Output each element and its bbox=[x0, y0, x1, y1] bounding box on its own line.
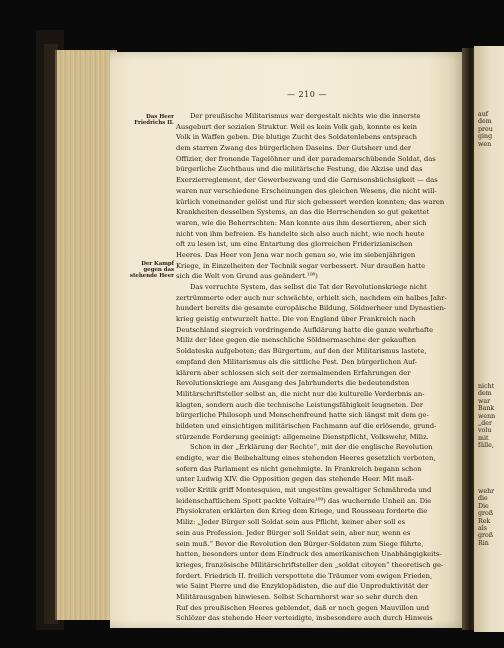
text-line: Militärschriftsteller selbst an, die nicht nur die kulturelle Verderbnis an- bbox=[176, 389, 425, 398]
text-line: Exerzierreglement, der Gewerbezwang und die Garnisonsbüchsigkeit — das bbox=[176, 176, 438, 185]
text-line: Schon in der „Erklärung der Rechte“, mit der die englische Revolution bbox=[190, 443, 433, 452]
text-line: krieges, französische Militärschriftsteller den „soldat citoyen“ theoretisch ge- bbox=[176, 560, 444, 569]
text-line: Volk in Waffen geben. Die blutige Zucht des Soldatenlebens entsprach bbox=[176, 133, 418, 142]
text-line: Deutschland siegreich vordringende Aufklärung hatte die ganze wehrhafte bbox=[176, 325, 434, 334]
facing-page-word: groß bbox=[478, 532, 494, 540]
text-line: sein aus Profession. Jeder Bürger soll Soldat sein, aber nur, wenn es bbox=[176, 528, 411, 537]
text-line: Militärausgaben hinwiesen. Selbst Scharnhorst war so sehr durch den bbox=[176, 592, 418, 601]
text-line: hundert bereits die gesamte europäische Bildung, Söldnerheer und Dynastien- bbox=[176, 304, 447, 313]
facing-page-text-lower bbox=[478, 488, 494, 547]
text-line: Revolutionskriege am Ausgang des Jahrhunderts die bedeutendsten bbox=[176, 379, 410, 388]
facing-page-word: die bbox=[478, 495, 488, 503]
text-line: bürgerliche Zuchthaus und die militärische Festung, die Akzise und das bbox=[176, 165, 423, 174]
facing-page-word: wen bbox=[478, 140, 492, 148]
text-line: stürzende Forderung geeinigt: allgemeine Dienstpflicht, Volkswehr, Miliz. bbox=[176, 432, 429, 441]
facing-page-word: Rek bbox=[478, 517, 491, 525]
text-line: waren, wie die Beherrschten: Man konnte aus ihm desertieren, aber sich bbox=[176, 218, 427, 227]
text-line: Soldateska aufgeboten; das Bürgertum, auf den der Militarismus lastete, bbox=[176, 347, 427, 356]
text-line: Ruf des preußischen Heeres geblendet, daß er noch gegen Mauvillon und bbox=[176, 603, 430, 612]
text-line: Offizier, der fronende Tagelöhner und der parademarschübende Soldat, das bbox=[176, 154, 436, 163]
facing-page-word: auf bbox=[478, 111, 489, 118]
text-line: Heeres. Das Heer von Jena war noch genau so, wie im siebenjährigen bbox=[176, 250, 416, 259]
page-stack-edge bbox=[55, 50, 117, 620]
text-line: Miliz der Idee gegen die menschliche Söldnermaschine der gekauften bbox=[176, 336, 416, 345]
text-line: Krankheiten desselben Systems, an das die Herrschenden so gut gekettet bbox=[176, 208, 430, 217]
facing-page-word: „der bbox=[478, 420, 493, 428]
facing-page-word: nicht bbox=[478, 383, 495, 390]
text-line: Ausgeburt der sozialen Struktur. Weil es kein Volk gab, konnte es kein bbox=[176, 122, 417, 131]
text-line: klärern aber schlossen sich seit der zermalmenden Erfahrungen der bbox=[176, 368, 411, 377]
facing-page-text-top bbox=[478, 111, 493, 148]
text-line: unter Ludwig XIV. die Opposition gegen das stehende Heer. Mit maß- bbox=[176, 475, 414, 484]
facing-page-word: Rin bbox=[478, 539, 489, 547]
text-line: Kriege, in Einzelheiten der Technik sogar verbessert. Nur draußen hatte bbox=[176, 261, 426, 270]
text-line: krieg geistig entwurzelt hatte. Die von England über Frankreich nach bbox=[176, 315, 416, 324]
text-line: Miliz: „Jeder Bürger soll Soldat sein aus Pflicht, keiner aber soll es bbox=[176, 518, 406, 527]
text-line: Schlözer das stehende Heer verteidigte, insbesondere auch durch Hinweis bbox=[176, 614, 433, 623]
text-line: hatten, besonders unter dem Eindruck des amerikanischen Unabhängigkeits- bbox=[176, 550, 442, 559]
text-line: Der preußische Militarismus war dergestalt nichts wie die innerste bbox=[190, 112, 421, 120]
facing-page-word: groß bbox=[478, 510, 494, 518]
facing-page-word: ging bbox=[478, 133, 493, 141]
text-line: voller Kritik griff Montesquieu, mit ungestüm gewaltiger Schmähreda und bbox=[176, 486, 432, 495]
body-text bbox=[176, 111, 461, 624]
text-line: klagten, sondern auch die technische Leistungsfähigkeit leugneten. Der bbox=[176, 400, 424, 409]
text-line: Das verruchte System, das selbst die Tat der Revolutionskriege nicht bbox=[190, 283, 427, 291]
text-line: nicht von ihm befreien. Es handelte sich also auch nicht, wie noch heute bbox=[176, 229, 425, 238]
text-line: waren nur verschiedene Erscheinungen des gleichen Wesens, die nicht will- bbox=[176, 186, 437, 195]
facing-page-word: dem bbox=[478, 390, 492, 398]
facing-page-word: war bbox=[478, 397, 491, 405]
text-line: sofern das Parlament es nicht genehmigte. In Frankreich begann schon bbox=[176, 464, 422, 473]
margin-note-kampf: Der Kampf gegen das stehende Heer bbox=[129, 261, 174, 280]
facing-page-word: fälle, bbox=[478, 442, 494, 450]
facing-page-word: wenn bbox=[478, 412, 496, 420]
facing-page-word: dem bbox=[478, 118, 492, 126]
text-line: endigte, war die Beibehaltung eines stehenden Heeres gesetzlich verboten, bbox=[176, 454, 436, 462]
text-line: wie Saint Pierre und die Enzyklopädisten, die auf die Unproduktivität der bbox=[176, 582, 429, 591]
facing-page-word: Die bbox=[478, 502, 489, 510]
facing-page-word: preu bbox=[478, 125, 493, 133]
text-line: zertrümmerte oder auch nur schwächte, erhielt sich, nachdem ein halbes Jahr- bbox=[176, 293, 447, 302]
facing-page-word: wehr bbox=[478, 488, 495, 495]
facing-page-word: als bbox=[478, 525, 487, 533]
text-line: bildeten und einsichtigen militärischen Fachmann auf die erlösende, grund- bbox=[176, 421, 437, 430]
text-line: bürgerliche Philosoph und Menschenfreund hatte sich längst mit dem ge- bbox=[176, 411, 429, 420]
text-line: kürlich voneinander gelöst und für sich gebessert werden konnten; das waren bbox=[176, 197, 445, 206]
text-line: sein muß.“ Bevor die Revolution den Bürger-Soldaten zum Siege führte, bbox=[176, 539, 424, 548]
page-number: — 210 — bbox=[287, 90, 327, 99]
text-line: Physiokraten erklärten den Krieg dem Kriege, und Rousseau forderte die bbox=[176, 507, 428, 516]
text-line: leidenschaftlichem Spott packte Voltaire¹⁰⁹) das wuchernde Unheil an. Die bbox=[176, 496, 432, 505]
margin-note-heer: Das Heer Friedrichs II. bbox=[134, 114, 174, 127]
facing-page-text-middle bbox=[478, 383, 495, 450]
text-line: dem starren Zwang des bürgerlichen Daseins. Der Gutsherr und der bbox=[176, 144, 412, 153]
facing-page-word: Bank bbox=[478, 405, 495, 413]
text-line: oft zu lesen ist, um eine Entartung des glorreichen Friderizianischen bbox=[176, 240, 413, 249]
text-line: fordert. Friedrich II. freilich verspottete die Träumer vom ewigen Frieden, bbox=[176, 571, 433, 580]
facing-page-word: mit bbox=[478, 434, 489, 442]
facing-page-word: volu bbox=[478, 427, 492, 435]
text-line: sich die Welt von Grund aus geändert.¹⁰⁸) bbox=[176, 272, 318, 281]
text-line: empfand den Militarismus als die sittliche Pest. Den bürgerlichen Auf- bbox=[176, 357, 417, 366]
